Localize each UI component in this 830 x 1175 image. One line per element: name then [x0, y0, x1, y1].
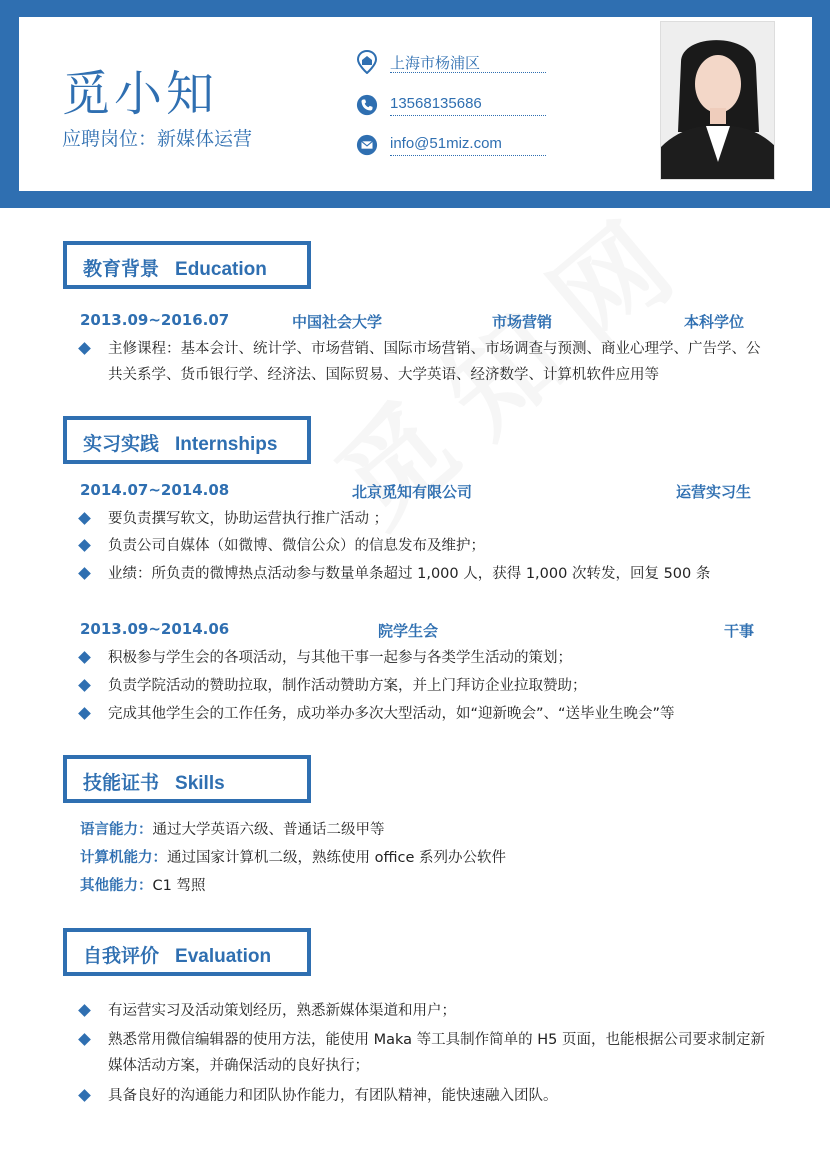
- contact-phone: [356, 93, 546, 121]
- list-item: 要负责撰写软文，协助运营执行推广活动 ；: [80, 506, 770, 532]
- section-title: 技能证书 Skills: [83, 772, 225, 794]
- list-item: 完成其他学生会的工作任务，成功举办多次大型活动，如“迎新晚会”、“送毕业生晚会”等: [80, 701, 770, 727]
- section-title: 自我评价 Evaluation: [83, 945, 272, 967]
- contact-email-text: info@51miz.com: [390, 135, 502, 152]
- internship-row: [80, 481, 755, 501]
- list-item: 积极参与学生会的各项活动，与其他干事一起参与各类学生活动的策划；: [80, 645, 770, 671]
- applied-position: 应聘岗位：新媒体运营: [62, 128, 253, 150]
- internship-date: 2014.07~2014.08: [80, 481, 230, 499]
- divider: [390, 155, 546, 156]
- internship-org: 北京觅知有限公司: [352, 483, 473, 501]
- internship-role: 干事: [724, 622, 755, 640]
- phone-icon: [356, 93, 378, 117]
- skill-item: 计算机能力：通过国家计算机二级，熟练使用 office 系列办公软件: [80, 850, 506, 866]
- list-item: 负责学院活动的赞助拉取，制作活动赞助方案，并上门拜访企业拉取赞助；: [80, 673, 770, 699]
- section-title: 实习实践 Internships: [83, 433, 278, 455]
- mail-icon: [356, 133, 378, 157]
- section-internships: [63, 416, 311, 464]
- list-item: 有运营实习及活动策划经历，熟悉新媒体渠道和用户；: [80, 998, 770, 1024]
- list-item: 主修课程：基本会计、统计学、市场营销、国际市场营销、市场调查与预测、商业心理学、广告学、公共关系学、货币银行学、经济法、国际贸易、大学英语、经济数学、计算机软件应用等: [80, 336, 770, 388]
- profile-photo: [660, 21, 775, 180]
- internship-row: [80, 620, 755, 640]
- list-item: 具备良好的沟通能力和团队协作能力，有团队精神，能快速融入团队。: [80, 1083, 770, 1109]
- contact-address: [356, 50, 546, 78]
- contact-email: [356, 133, 546, 161]
- education-row: [80, 311, 755, 331]
- list-item: 负责公司自媒体（如微博、微信公众）的信息发布及维护；: [80, 533, 770, 559]
- location-icon: [356, 50, 378, 74]
- section-skills: [63, 755, 311, 803]
- internship-role: 运营实习生: [676, 483, 752, 501]
- list-item: 熟悉常用微信编辑器的使用方法，能使用 Maka 等工具制作简单的 H5 页面，也能根据公司要求制定新媒体活动方案，并确保活动的良好执行；: [80, 1027, 770, 1079]
- education-major: 市场营销: [492, 313, 553, 331]
- candidate-name: 觅小知: [62, 66, 219, 122]
- contact-phone-text: 13568135686: [390, 95, 482, 112]
- education-degree: 本科学位: [684, 313, 745, 331]
- section-title: 教育背景 Education: [83, 258, 267, 280]
- skill-item: 其他能力：C1 驾照: [80, 878, 206, 894]
- education-date: 2013.09~2016.07: [80, 311, 230, 329]
- education-school: 中国社会大学: [292, 313, 383, 331]
- section-education: [63, 241, 311, 289]
- skill-item: 语言能力：通过大学英语六级、普通话二级甲等: [80, 822, 385, 838]
- internship-date: 2013.09~2014.06: [80, 620, 230, 638]
- divider: [390, 115, 546, 116]
- divider: [390, 72, 546, 73]
- list-item: 业绩：所负责的微博热点活动参与数量单条超过 1,000 人，获得 1,000 次转发，回复 500 条: [80, 561, 770, 587]
- internship-org: 院学生会: [378, 622, 439, 640]
- section-evaluation: [63, 928, 311, 976]
- contact-address-text: 上海市杨浦区: [390, 55, 481, 72]
